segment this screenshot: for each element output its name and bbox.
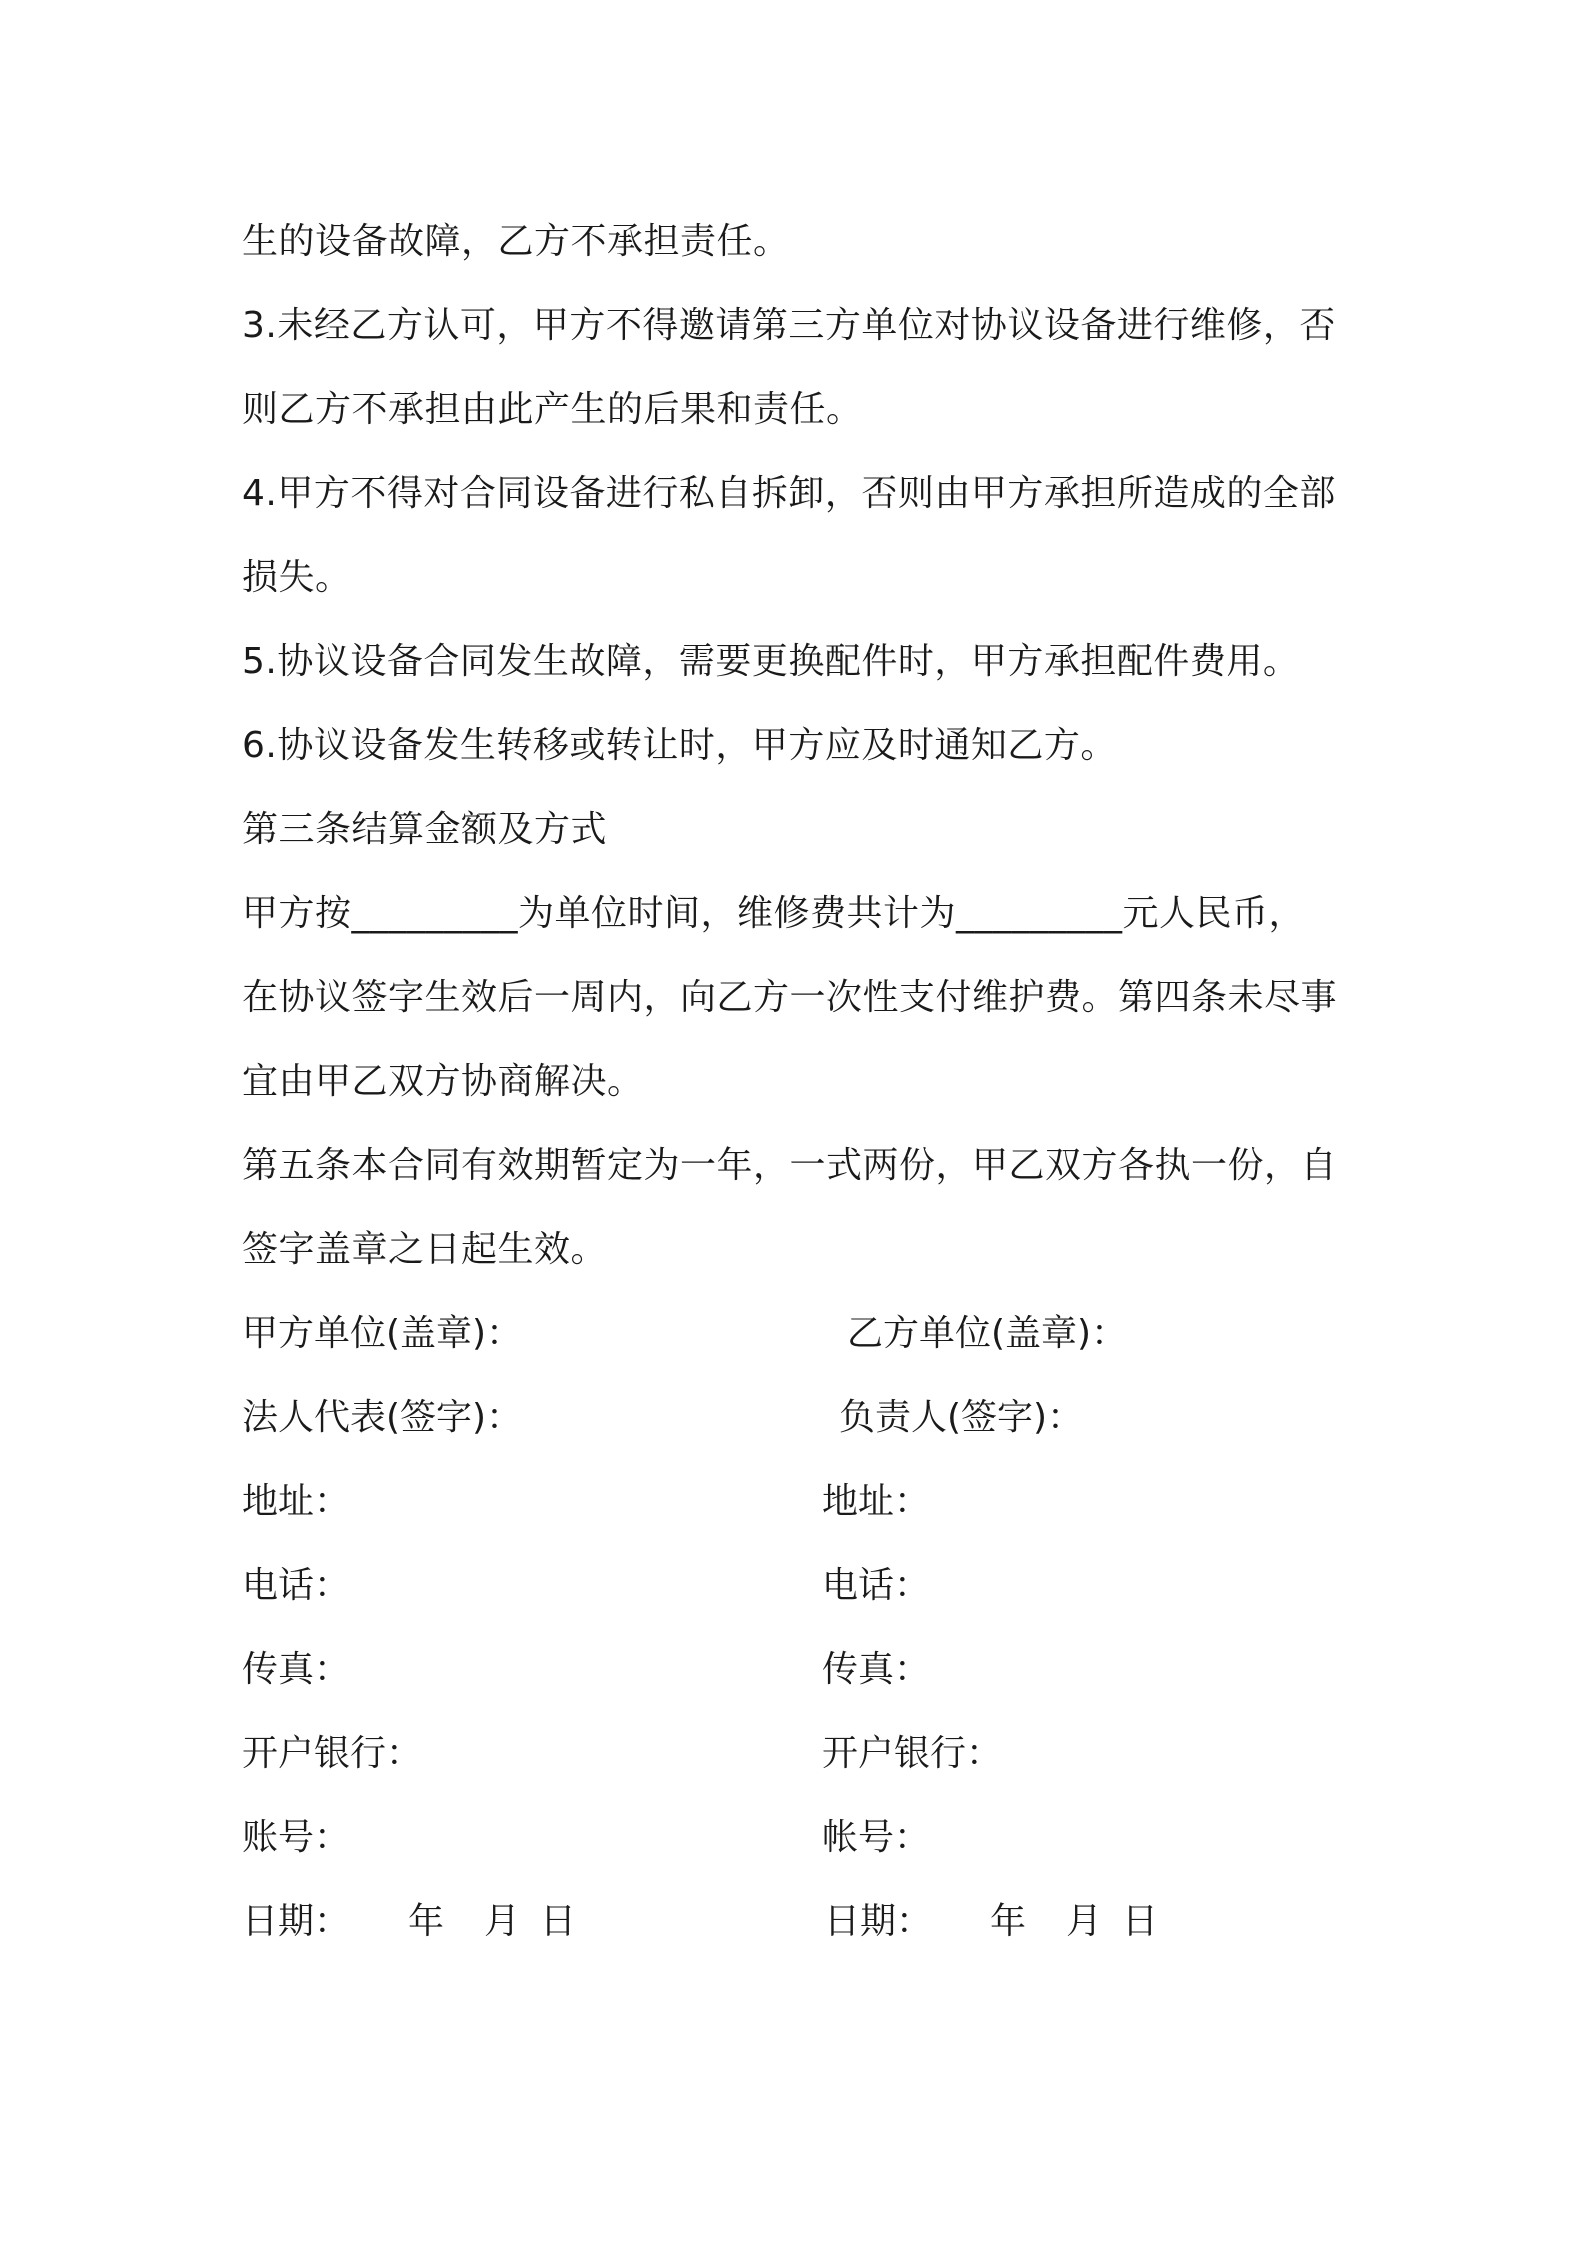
party-a-date — [242, 1880, 576, 1964]
signature-row-date — [242, 1880, 1362, 1964]
party-b-representative: 负责人(签字)： — [839, 1397, 1084, 1438]
party-a-representative: 法人代表(签字)： — [242, 1397, 523, 1438]
party-a-date-label: 日期： — [242, 1901, 351, 1942]
clause-4-line: 4.甲方不得对合同设备进行私自拆卸，否则由甲方承担所造成的全部 — [242, 473, 1336, 514]
article-4-line: 宜由甲乙双方协商解决。 — [242, 1061, 644, 1102]
party-a-phone: 电话： — [242, 1565, 351, 1606]
document-body — [242, 200, 1362, 1964]
party-a-unit: 甲方单位(盖章)： — [242, 1313, 523, 1354]
signature-row-bank — [242, 1712, 1362, 1796]
party-a-date-day: 日 — [540, 1901, 577, 1942]
clause-3-line-cont: 则乙方不承担由此产生的后果和责任。 — [242, 389, 863, 430]
party-a-bank: 开户银行： — [242, 1733, 423, 1774]
clause-5-line: 5.协议设备合同发生故障，需要更换配件时，甲方承担配件费用。 — [242, 641, 1300, 682]
party-b-date-year: 年 — [990, 1901, 1027, 1942]
signature-row-fax — [242, 1628, 1362, 1712]
party-b-address: 地址： — [822, 1481, 931, 1522]
party-a-account: 账号： — [242, 1817, 351, 1858]
clause-3-line: 3.未经乙方认可，甲方不得邀请第三方单位对协议设备进行维修，否 — [242, 305, 1336, 346]
article-3-heading: 第三条结算金额及方式 — [242, 809, 608, 850]
party-b-account: 帐号： — [822, 1817, 931, 1858]
party-a-date-month: 月 — [484, 1901, 521, 1942]
signature-row-address — [242, 1460, 1362, 1544]
signature-row-phone — [242, 1544, 1362, 1628]
party-a-date-year: 年 — [408, 1901, 445, 1942]
payment-line: 甲方按_________为单位时间，维修费共计为_________元人民币， — [242, 893, 1306, 934]
party-a-fax: 传真： — [242, 1649, 351, 1690]
clause-6-line: 6.协议设备发生转移或转让时，甲方应及时通知乙方。 — [242, 725, 1117, 766]
party-b-date — [824, 1880, 1158, 1964]
party-b-fax: 传真： — [822, 1649, 931, 1690]
party-b-unit: 乙方单位(盖章)： — [847, 1313, 1128, 1354]
signature-row-unit — [242, 1292, 1362, 1376]
signature-row-account — [242, 1796, 1362, 1880]
article-5-line: 第五条本合同有效期暂定为一年，一式两份，甲乙双方各执一份，自 — [242, 1145, 1338, 1186]
signature-row-representative — [242, 1376, 1362, 1460]
party-b-date-month: 月 — [1066, 1901, 1103, 1942]
clause-4-line-cont: 损失。 — [242, 557, 352, 598]
payment-line-cont: 在协议签字生效后一周内，向乙方一次性支付维护费。第四条未尽事 — [242, 977, 1338, 1018]
party-b-date-day: 日 — [1122, 1901, 1159, 1942]
party-a-address: 地址： — [242, 1481, 351, 1522]
clause-text-line: 生的设备故障，乙方不承担责任。 — [242, 221, 790, 262]
party-b-date-label: 日期： — [824, 1901, 933, 1942]
article-5-line-cont: 签字盖章之日起生效。 — [242, 1229, 608, 1270]
party-b-phone: 电话： — [822, 1565, 931, 1606]
party-b-bank: 开户银行： — [822, 1733, 1003, 1774]
